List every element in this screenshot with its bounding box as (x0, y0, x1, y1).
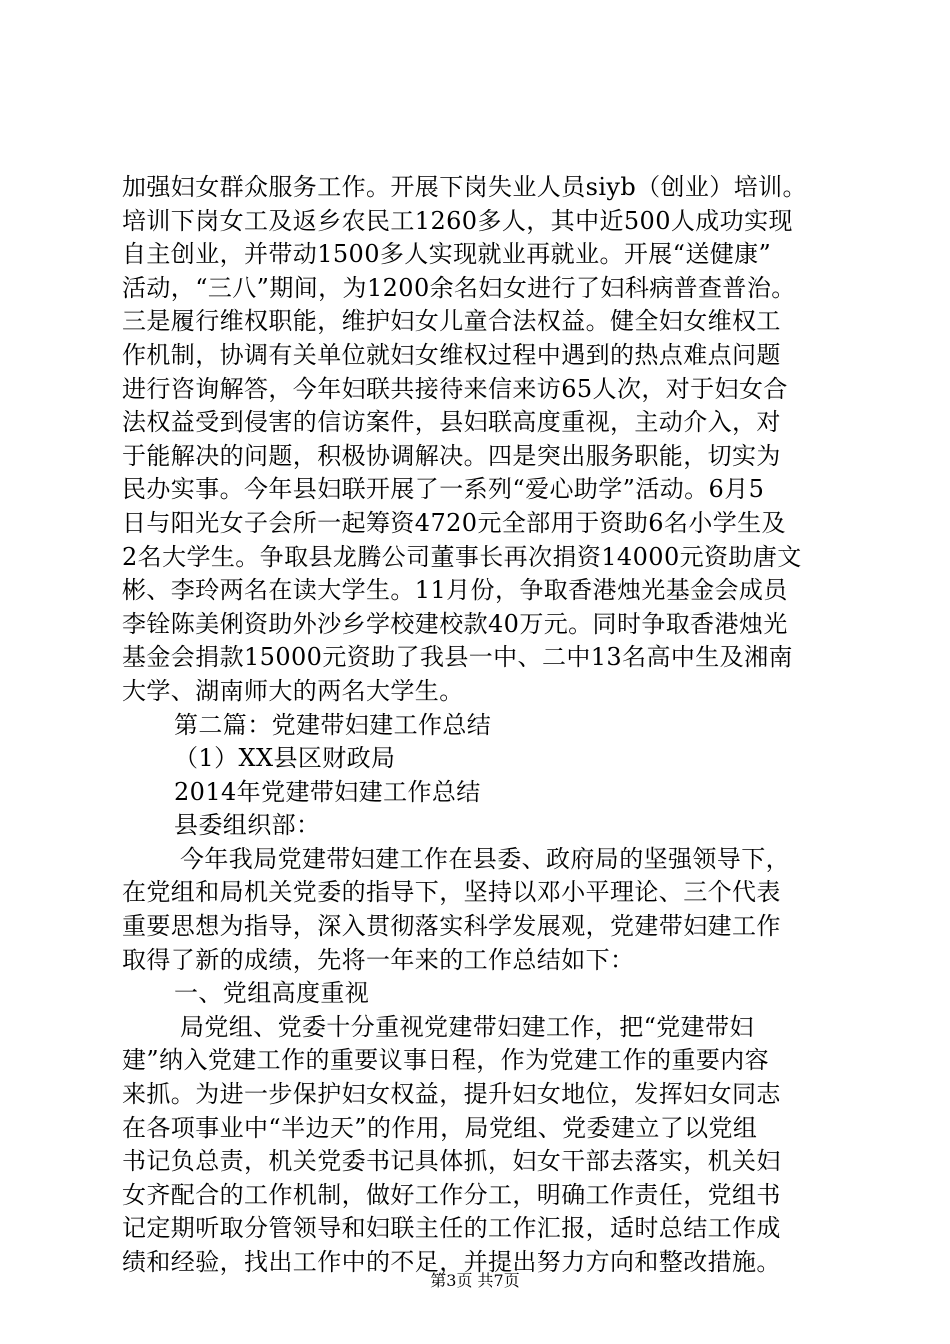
text-line: 重要思想为指导，深入贯彻落实科学发展观，党建带妇建工作 (122, 912, 781, 941)
part-heading: 第二篇：党建带妇建工作总结 (174, 710, 492, 739)
page-number: 第3页 共7页 (430, 1271, 520, 1290)
text-line: 绩和经验，找出工作中的不足，并提出努力方向和整改措施。 (122, 1248, 781, 1276)
text-line: 进行咨询解答，今年妇联共接待来信来访65人次，对于妇女合 (122, 374, 788, 403)
text-line: 来抓。为进一步保护妇女权益，提升妇女地位，发挥妇女同志 (122, 1080, 781, 1109)
text-line: 作机制，协调有关单位就妇女维权过程中遇到的热点难点问题 (122, 340, 781, 369)
text-line: 记定期听取分管领导和妇联主任的工作汇报，适时总结工作成 (122, 1214, 781, 1243)
text-line: 彬、李玲两名在读大学生。11月份，争取香港烛光基金会成员 (122, 576, 788, 605)
section-title: 一、党组高度重视 (174, 979, 370, 1008)
text-line: 基金会捐款15000元资助了我县一中、二中13名高中生及湘南 (122, 643, 793, 672)
text-line: 活动，“三八”期间，为1200余名妇女进行了妇科病普查普治。 (122, 273, 796, 302)
text-line: 在党组和局机关党委的指导下，坚持以邓小平理论、三个代表 (122, 878, 781, 907)
text-line: 法权益受到侵害的信访案件，县妇联高度重视，主动介入，对 (122, 408, 781, 437)
text-line: 今年我局党建带妇建工作在县委、政府局的坚强领导下， (180, 844, 790, 873)
text-line: 2名大学生。争取县龙腾公司董事长再次捐资14000元资助唐文 (122, 542, 802, 571)
text-line: 建”纳入党建工作的重要议事日程，作为党建工作的重要内容 (122, 1046, 770, 1075)
text-line: 李铨陈美俐资助外沙乡学校建校款40万元。同时争取香港烛光 (122, 609, 788, 638)
text-line: 日与阳光女子会所一起筹资4720元全部用于资助6名小学生及 (122, 508, 786, 537)
text-line: 女齐配合的工作机制，做好工作分工，明确工作责任，党组书 (122, 1180, 781, 1209)
text-line: 自主创业，并带动1500多人实现就业再就业。开展“送健康” (122, 240, 772, 269)
text-line: 书记负总责，机关党委书记具体抓，妇女干部去落实，机关妇 (122, 1147, 781, 1176)
text-line: 取得了新的成绩，先将一年来的工作总结如下： (122, 945, 635, 974)
text-line: 局党组、党委十分重视党建带妇建工作，把“党建带妇 (180, 1012, 754, 1041)
text-line: 三是履行维权职能，维护妇女儿童合法权益。健全妇女维权工 (122, 307, 781, 336)
addressee: 县委组织部： (174, 811, 321, 840)
unit-line: （1）XX县区财政局 (174, 744, 396, 773)
text-line: 加强妇女群众服务工作。开展下岗失业人员siyb（创业）培训。 (122, 173, 807, 201)
document-body (122, 171, 852, 1280)
report-title: 2014年党建带妇建工作总结 (174, 777, 481, 806)
text-line: 培训下岗女工及返乡农民工1260多人，其中近500人成功实现 (122, 206, 793, 235)
text-line: 大学、湖南师大的两名大学生。 (122, 676, 464, 705)
text-line: 在各项事业中“半边天”的作用，局党组、党委建立了以党组 (122, 1113, 758, 1142)
text-line: 民办实事。今年县妇联开展了一系列“爱心助学”活动。6月5 (122, 475, 765, 504)
text-line: 于能解决的问题，积极协调解决。四是突出服务职能，切实为 (122, 441, 781, 470)
